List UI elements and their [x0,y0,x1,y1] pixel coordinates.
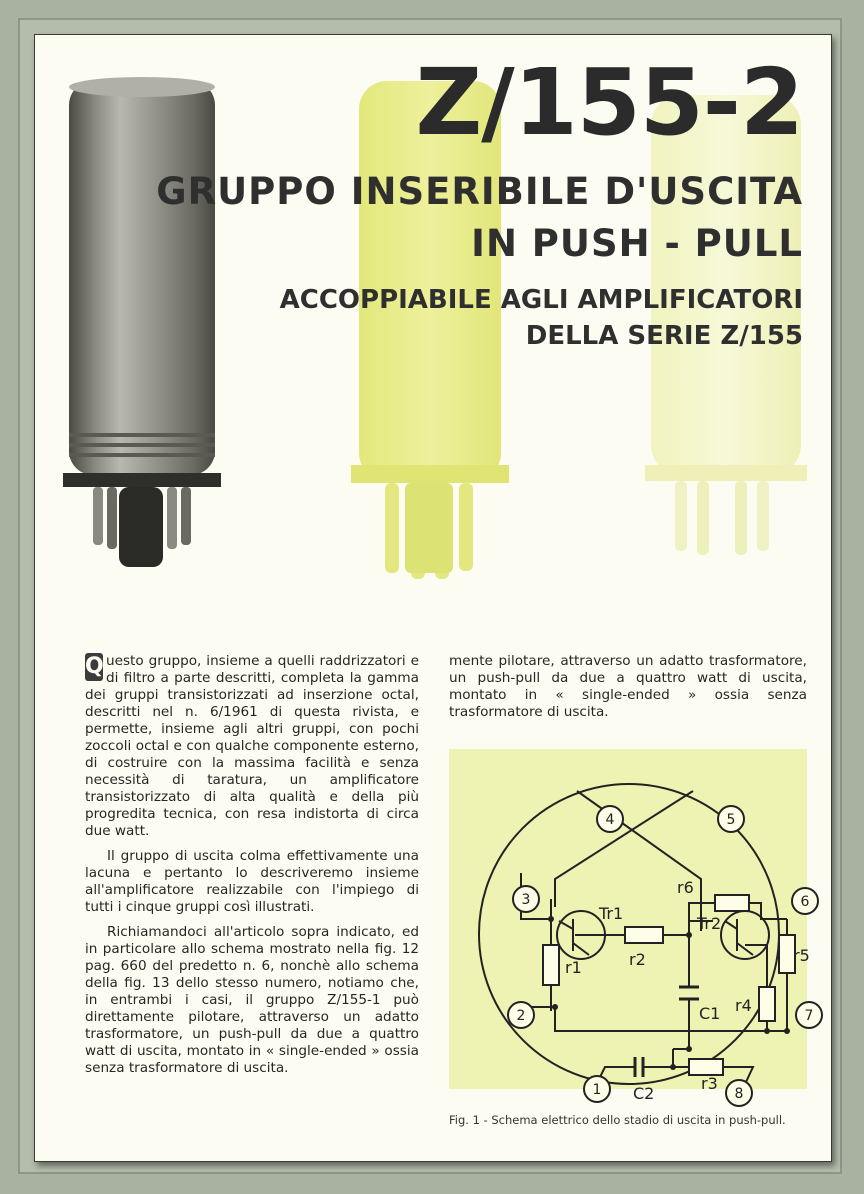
label-r5: r5 [793,946,810,965]
pin-label-3: 3 [521,892,531,908]
label-c2: C2 [633,1084,655,1103]
pin-label-5: 5 [726,812,736,828]
label-tr2: Tr2 [697,914,722,933]
pin-label-7: 7 [804,1008,814,1024]
paragraph-3: Richiamandoci all'articolo sopra indicato, ed in particolare allo schema mostrato nella fig. 12 pag. 660 del predetto n. 6, nonchè allo schema della fig. 13 dello stesso numero, notiamo che, in entrambi i casi, il gruppo Z/155-1 può direttamente pilotare, attraverso un adatto trasformatore, un push-pull da due a quattro watt di uscita, montato in « single-ended » ossia senza trasformatore di uscita. [85,924,419,1076]
figure-background [449,749,807,1089]
pin-label-2: 2 [516,1008,526,1024]
resistor-r3 [689,1059,723,1075]
subtitle-line-4: DELLA SERIE Z/155 [525,321,803,351]
pin-label-8: 8 [734,1086,744,1102]
subtitle-line-1: GRUPPO INSERIBILE D'USCITA [156,170,803,213]
resistor-r6 [715,895,749,911]
schematic-figure [449,749,814,1103]
paragraph-2: Il gruppo di uscita colma effettivamente una lacuna e pertanto lo descriveremo insieme all'amplificatore realizzabile con l'impiego di tutti i cinque gruppi così illustrati. [85,848,419,915]
article-title: Z/155-2 [415,49,803,156]
pin-label-4: 4 [605,812,615,828]
pin-label-1: 1 [592,1082,602,1098]
label-r2: r2 [629,950,646,969]
label-r3: r3 [701,1074,718,1093]
label-tr1: Tr1 [599,904,624,923]
drop-cap: Q [85,654,104,679]
text-column-1 [85,653,419,1085]
magazine-page [34,34,832,1162]
paragraph-1: Q uesto gruppo, insieme a quelli raddrizzatori e di filtro a parte descritti, completa la gamma dei gruppi transistorizzati ad inserzione octal, descritti nel n. 6/1961 di questa rivista, e permette, insieme agli altri gruppi, con pochi zoccoli octal e con qualche componente esterno, di costruire con la massima facilità e senza necessità di taratura, un amplificatore transistorizzato di alta qualità e della più progredita tecnica, con resa indistorta di circa due watt. [85,653,419,839]
metal-tube [63,77,221,567]
figure-caption: Fig. 1 - Schema elettrico dello stadio di uscita in push-pull. [449,1113,786,1127]
label-r6: r6 [677,878,694,897]
text-column-2 [449,653,807,729]
resistor-r2 [625,927,663,943]
pin-label-6: 6 [800,894,810,910]
paragraph-continued: mente pilotare, attraverso un adatto trasformatore, un push-pull da due a quattro watt di uscita, montato in « single-ended » ossia senza trasformatore di uscita. [449,653,807,720]
subtitle-line-2: IN PUSH - PULL [471,222,803,265]
label-r1: r1 [565,958,582,977]
subtitle-line-3: ACCOPPIABILE AGLI AMPLIFICATORI [279,285,803,315]
resistor-r1 [543,945,559,985]
resistor-r4 [759,987,775,1021]
label-r4: r4 [735,996,752,1015]
label-c1: C1 [699,1004,721,1023]
